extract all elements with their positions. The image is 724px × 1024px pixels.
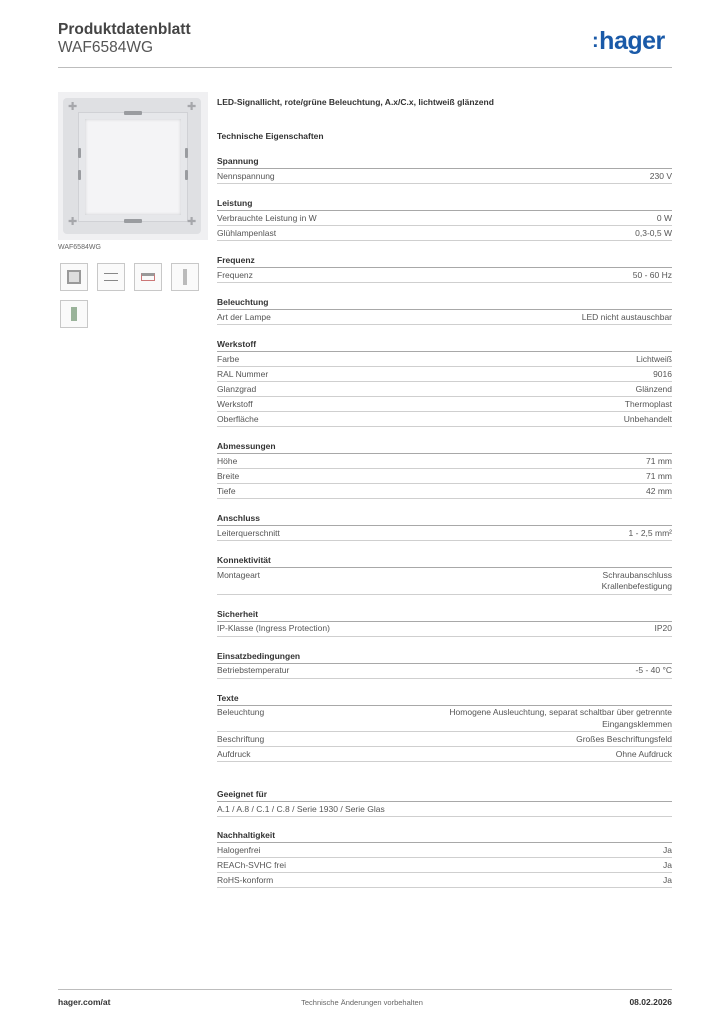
spec-label: Breite (217, 470, 240, 481)
spec-value-cell (646, 486, 672, 498)
spec-value-cell (663, 875, 672, 887)
spec-label: Beschriftung (217, 733, 265, 744)
spec-value-cell (616, 749, 672, 761)
section-title: Anschluss (217, 512, 672, 526)
spec-value: IP20 (654, 623, 672, 633)
spec-row (217, 568, 672, 595)
spec-value: 0 W (656, 212, 672, 223)
section-title: Spannung (217, 155, 672, 169)
spec-value: Großes Beschriftungsfeld (576, 733, 672, 744)
spec-row (217, 526, 672, 541)
screw-mark-icon: ✚ (68, 216, 78, 228)
section-title: Beleuchtung (217, 296, 672, 310)
sustainability-rows (217, 843, 672, 888)
spec-value-cell (582, 312, 672, 324)
spec-value: Thermoplast (624, 398, 672, 409)
spec-value-cell (636, 665, 672, 677)
spec-value: 50 - 60 Hz (632, 269, 672, 280)
spec-row (217, 352, 672, 367)
spec-label: Betriebstemperatur (217, 665, 290, 675)
header-divider (58, 67, 672, 68)
product-number: WAF6584WG (58, 39, 154, 56)
spec-value: Ja (663, 874, 672, 885)
spec-label: Halogenfrei (217, 844, 261, 855)
technical-properties-title: Technische Eigenschaften (217, 131, 324, 141)
spec-label: Art der Lampe (217, 311, 271, 322)
technical-data (217, 96, 672, 888)
spec-value: LED nicht austauschbar (581, 311, 672, 322)
sustainability-title: Nachhaltigkeit (217, 829, 672, 843)
suitable-for-title: Geeignet für (217, 788, 672, 802)
spec-value-cell (636, 384, 672, 396)
spec-label: Tiefe (217, 485, 236, 496)
spec-value-cell (636, 354, 672, 366)
right-slot-bottom (185, 170, 188, 180)
wiring-diagram-icon (141, 273, 155, 281)
spec-row (217, 858, 672, 873)
spec-value: Schraubanschluss (602, 569, 672, 580)
spec-row (217, 382, 672, 397)
spec-label: REACh-SVHC frei (217, 859, 286, 870)
spec-row (217, 367, 672, 382)
spec-row (217, 484, 672, 499)
spec-value-cell (635, 228, 672, 240)
side-view-icon (183, 269, 187, 285)
spec-value-cell (653, 369, 672, 381)
spec-value: Homogene Ausleuchtung, separat schaltbar über getrennte Eingangsklemmen (449, 707, 672, 729)
spec-value: -5 - 40 °C (635, 665, 672, 675)
spec-label: Oberfläche (217, 413, 259, 424)
thumbnail-front-view[interactable] (60, 263, 88, 291)
section-title: Sicherheit (217, 608, 672, 622)
section-title: Werkstoff (217, 338, 672, 352)
spec-value: 230 V (649, 170, 672, 181)
spec-label: Glanzgrad (217, 383, 257, 394)
spec-value: Ohne Aufdruck (615, 748, 672, 759)
spec-row (217, 310, 672, 325)
spec-label: Aufdruck (217, 748, 251, 759)
dimension-drawing-icon (104, 273, 118, 281)
spec-row (217, 747, 672, 762)
footer-date: 08.02.2026 (629, 997, 672, 1007)
front-view-icon (67, 270, 81, 284)
section-title: Frequenz (217, 254, 672, 268)
section-title: Konnektivität (217, 554, 672, 568)
spec-label: Verbrauchte Leistung in W (217, 212, 317, 223)
spec-row (217, 843, 672, 858)
spec-value-cell (624, 414, 672, 426)
suitable-for-row (217, 802, 672, 817)
spec-value: Glänzend (635, 383, 672, 394)
spec-value-cell (663, 860, 672, 872)
spec-label: RAL Nummer (217, 368, 269, 379)
footer-disclaimer: Technische Änderungen vorbehalten (301, 998, 423, 1007)
spec-value-cell (633, 270, 672, 282)
spec-value-cell (655, 623, 673, 635)
spec-label: Glühlampenlast (217, 227, 277, 238)
spec-value-secondary: Krallenbefestigung (601, 581, 672, 591)
page-title: Produktdatenblatt (58, 21, 191, 38)
spec-label: IP-Klasse (Ingress Protection) (217, 623, 330, 633)
thumbnail-side-view[interactable] (171, 263, 199, 291)
section-title: Abmessungen (217, 440, 672, 454)
left-slot-top (78, 148, 81, 158)
thumbnail-dimension-drawing[interactable] (97, 263, 125, 291)
spec-value-cell (602, 570, 672, 593)
spec-value: Ja (663, 859, 672, 870)
screw-mark-icon: ✚ (187, 216, 197, 228)
footer-website-link[interactable]: hager.com/at (58, 997, 111, 1007)
section-title: Einsatzbedingungen (217, 650, 672, 664)
suitable-for-text: A.1 / A.8 / C.1 / C.8 / Serie 1930 / Serie Glas (217, 803, 385, 814)
spec-value: 71 mm (646, 470, 672, 481)
spec-row (217, 454, 672, 469)
spec-label: Montageart (217, 569, 260, 580)
spec-value: 1 - 2,5 mm² (628, 527, 672, 538)
spec-value-cell (625, 399, 672, 411)
spec-label: Leiterquerschnitt (217, 527, 280, 538)
photo-caption: WAF6584WG (58, 244, 101, 251)
spec-value-cell (646, 471, 672, 483)
spec-value-cell (402, 707, 672, 730)
thumbnail-wiring-diagram[interactable] (134, 263, 162, 291)
screw-mark-icon: ✚ (187, 101, 197, 113)
spec-row (217, 226, 672, 241)
thumbnail-side-profile[interactable] (60, 300, 88, 328)
spec-value: 42 mm (646, 485, 672, 496)
product-face (85, 119, 181, 215)
spec-value: 0,3-0,5 W (635, 227, 672, 238)
spec-label: Höhe (217, 455, 238, 466)
spec-value: 71 mm (646, 455, 672, 466)
section-title: Leistung (217, 197, 672, 211)
spec-row (217, 412, 672, 427)
top-slot (124, 111, 142, 115)
spec-value: Ja (663, 844, 672, 855)
spec-label: Werkstoff (217, 398, 253, 409)
spec-value: Unbehandelt (623, 413, 672, 424)
spec-value-cell (657, 213, 672, 225)
spec-row (217, 469, 672, 484)
spec-label: Farbe (217, 353, 240, 364)
right-slot-top (185, 148, 188, 158)
spec-row (217, 732, 672, 747)
spec-value-cell (646, 456, 672, 468)
spec-label: Nennspannung (217, 170, 275, 181)
screw-mark-icon: ✚ (68, 101, 78, 113)
spec-value-cell (663, 845, 672, 857)
spec-row (217, 664, 672, 679)
spec-sections (217, 142, 672, 762)
spec-value: Lichtweiß (636, 353, 672, 364)
bottom-slot (124, 219, 142, 223)
spec-row (217, 397, 672, 412)
left-slot-bottom (78, 170, 81, 180)
footer-divider (58, 989, 672, 990)
hager-logo: :hager (592, 27, 665, 55)
product-description: LED-Signallicht, rote/grüne Beleuchtung, A.x/C.x, lichtweiß glänzend (217, 97, 494, 107)
spec-row (217, 706, 672, 733)
spec-label: Frequenz (217, 269, 253, 280)
spec-row (217, 211, 672, 226)
spec-value-cell (629, 528, 672, 540)
spec-label: RoHS-konform (217, 874, 274, 885)
spec-value: 9016 (653, 368, 672, 379)
spec-label: Beleuchtung (217, 707, 265, 717)
side-profile-icon (71, 307, 77, 321)
spec-value-cell (576, 734, 672, 746)
spec-value-cell (650, 171, 672, 183)
spec-row (217, 169, 672, 184)
spec-row (217, 873, 672, 888)
spec-row (217, 622, 672, 637)
logo-text: hager (599, 27, 665, 55)
spec-row (217, 268, 672, 283)
section-title: Texte (217, 692, 672, 706)
